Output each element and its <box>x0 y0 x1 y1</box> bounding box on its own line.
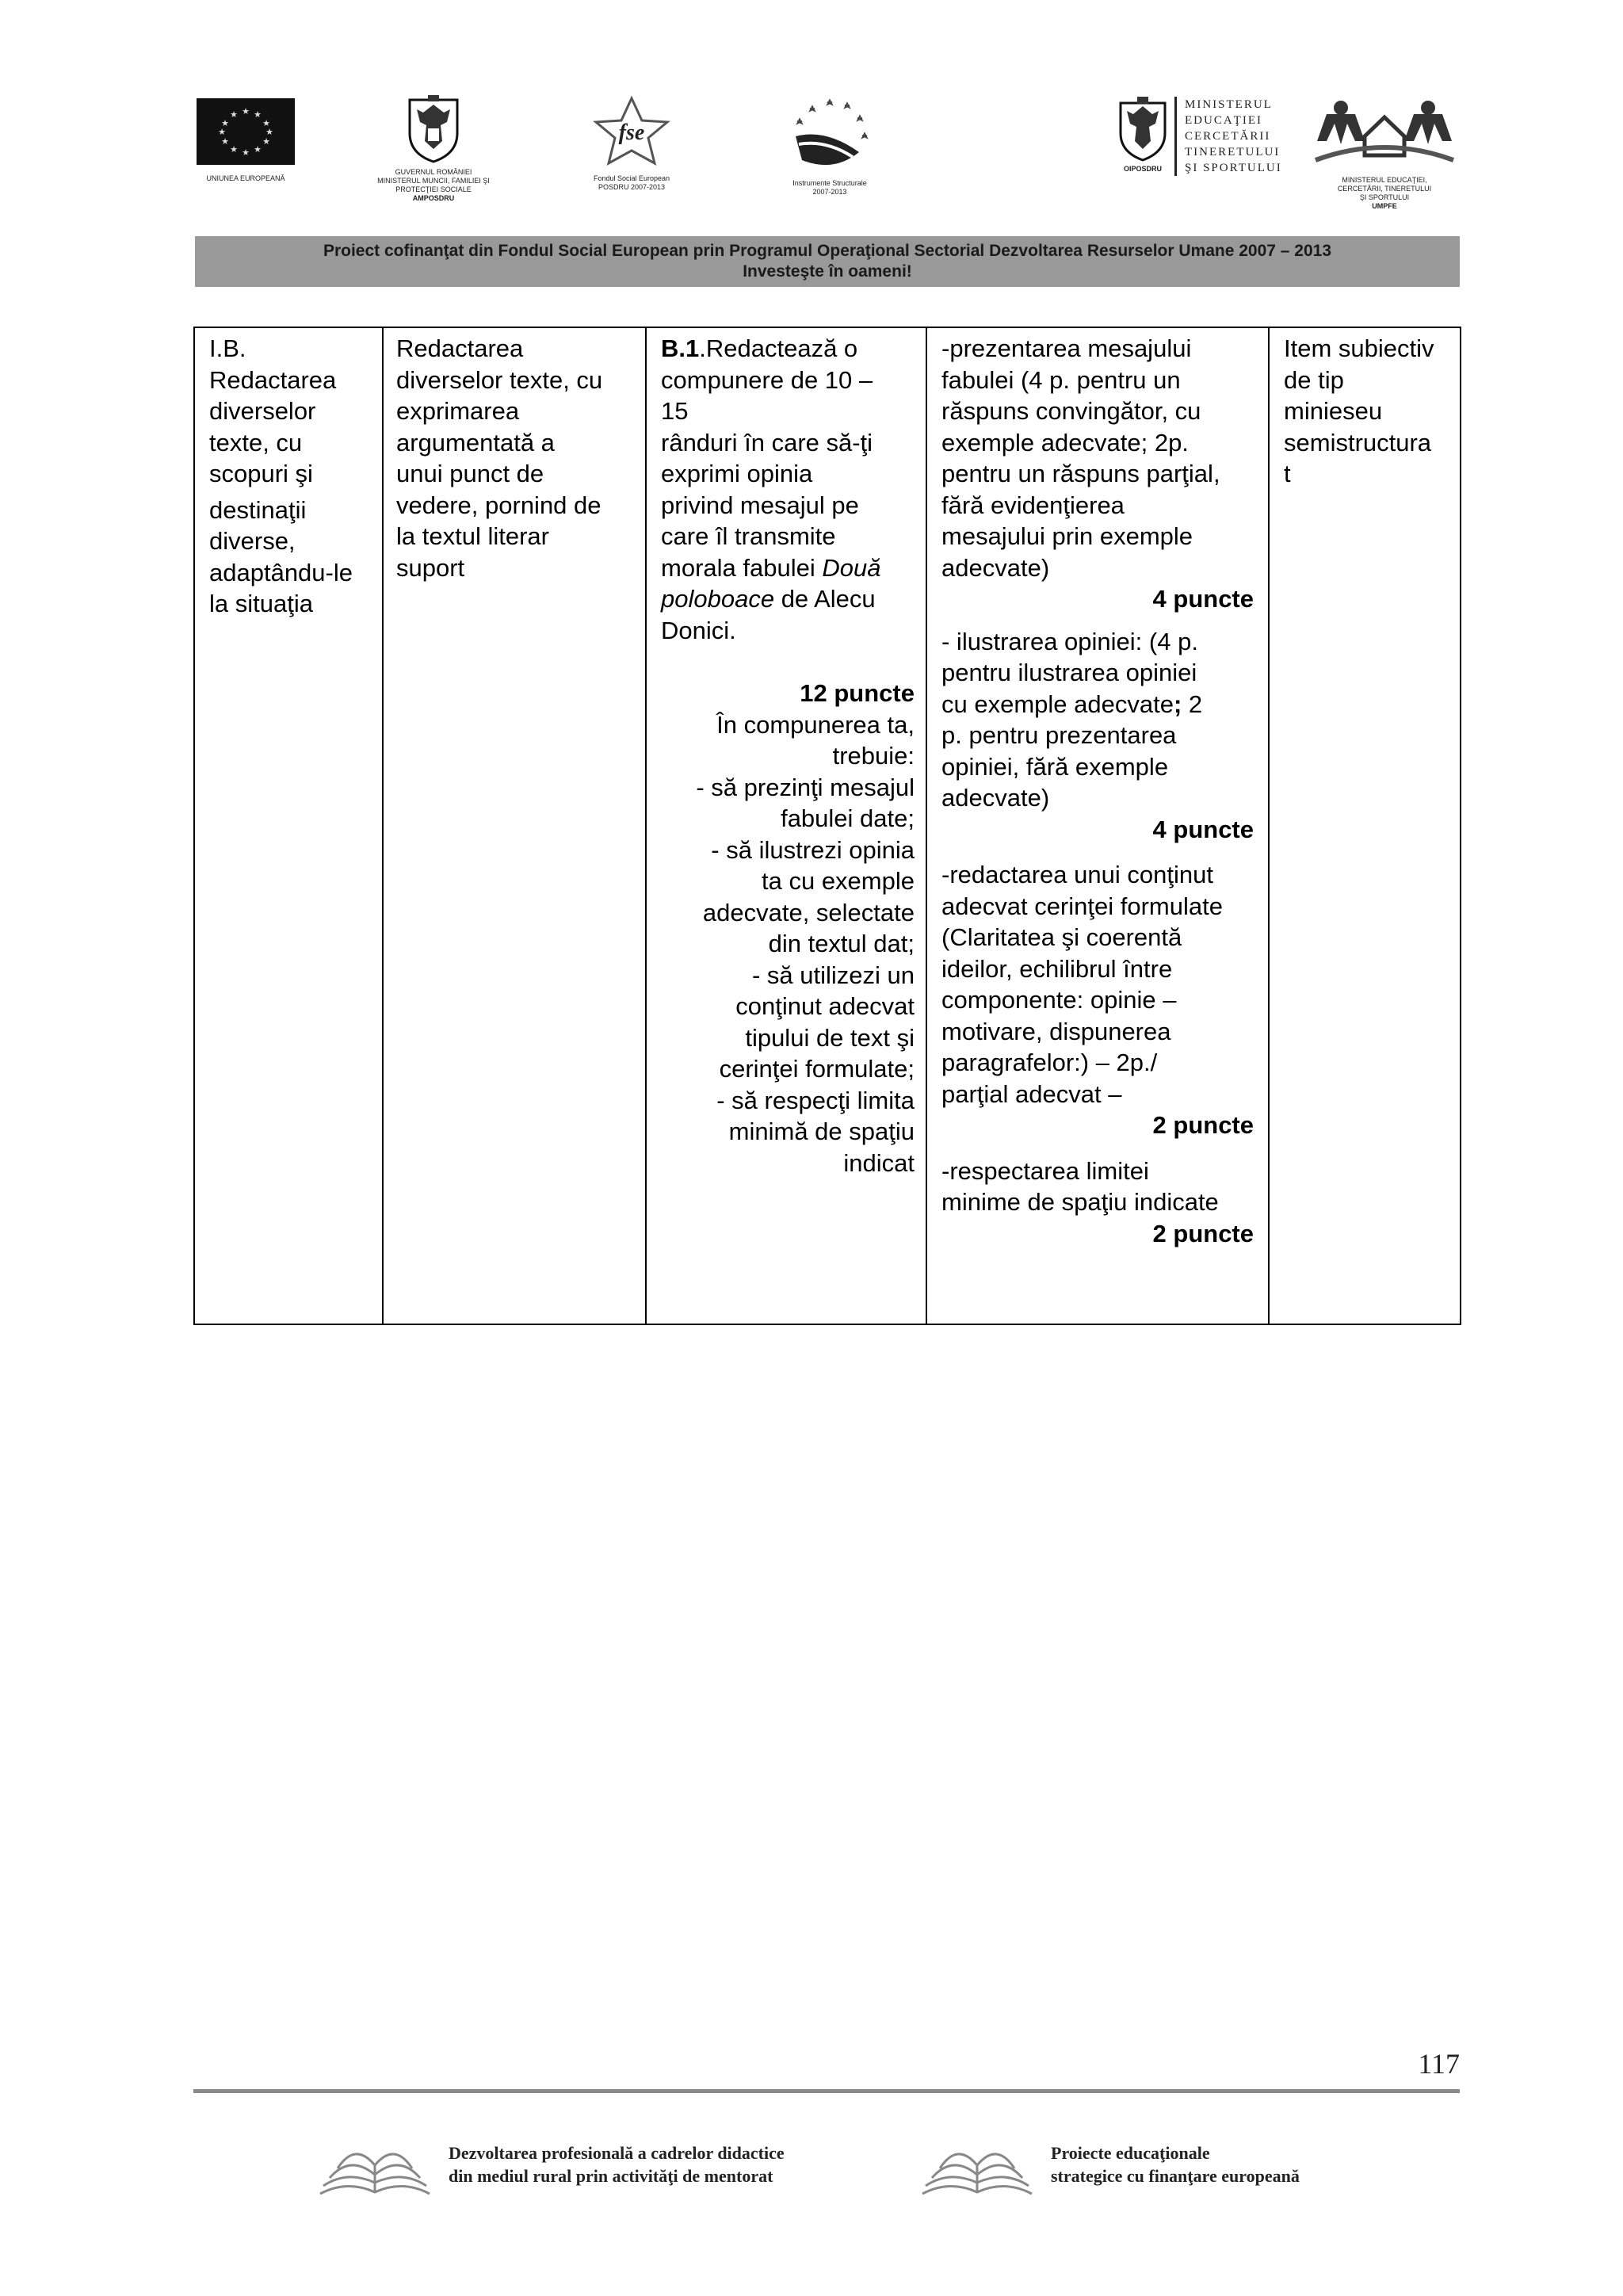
svg-text:★: ★ <box>265 127 273 137</box>
svg-text:★: ★ <box>230 144 238 155</box>
svg-text:★: ★ <box>242 147 250 158</box>
scoring-points-4: 2 puncte <box>1152 1219 1254 1247</box>
footer-right-line-2: strategice cu finanţare europeană <box>1051 2166 1300 2186</box>
government-caption: GUVERNUL ROMÂNIEI MINISTERUL MUNCII, FAMILIEI ŞI PROTECŢIEI SOCIALE <box>377 168 490 193</box>
task-requirements: În compunerea ta, trebuie: - să prezinţi mesajul fabulei date; - să ilustrezi opinia ta cu exemple adecvate, selectate din textul dat; - să utilizezi un conţinut adecvat tipului de text şi cerinţei formulate; - să respecţi limita minimă de spaţiu indicat <box>696 710 915 1177</box>
eu-logo <box>197 98 295 183</box>
eu-flag-icon <box>197 98 295 165</box>
banner-line-1: Proiect cofinanţat din Fondul Social European prin Programul Operaţional Sectorial Dezvoltarea Resurselor Umane 2007 – 2013 <box>323 242 1332 260</box>
scoring-cell <box>927 328 1270 1324</box>
open-book-icon <box>315 2130 434 2199</box>
task-cell: B.1.Redactează o compunere de 10 – 15 rânduri în care să-ţi exprimi opinia privind mesajul pe care îl transmite morala fabulei Două poloboace de Alecu Donici. 12 puncte În compunerea ta, trebuie: - să prezinţi mesajul fabulei date; - să ilustrezi opinia ta cu exemple adecvate, selectate din textul dat; - să utilizezi un conţinut adecvat tipului de text şi cerinţei formulate; - să respecţi limita minimă de spaţiu indicat <box>647 328 927 1324</box>
evaluation-table <box>193 327 1461 1325</box>
footer-left-line-1: Dezvoltarea profesională a cadrelor didactice <box>449 2143 785 2163</box>
eu-caption: UNIUNEA EUROPEANĂ <box>206 174 285 182</box>
structural-instruments-logo <box>770 97 889 197</box>
ministry-caption-bold: OIPOSDRU <box>1123 165 1162 173</box>
scoring-block-4: -respectarea limitei minime de spaţiu indicate 2 puncte <box>941 1156 1254 1250</box>
scoring-points-1: 4 puncte <box>1152 585 1254 613</box>
footer-left-line-2: din mediul rural prin activităţi de mentorat <box>449 2166 773 2186</box>
task-points: 12 puncte <box>800 679 915 707</box>
footer-left <box>315 2130 785 2199</box>
scoring-block-1: -prezentarea mesajului fabulei (4 p. pentru un răspuns convingător, cu exemple adecvate; 2p. pentru un răspuns parţial, fără evidenţierea mesajului prin exemple adecvate) 4 puncte <box>941 333 1254 615</box>
scoring-block-3: -redactarea unui conţinut adecvat cerinţei formulate (Claritatea şi coerentă ideilor, echilibrul între componente: opinie – motivare, dispunerea paragrafelor:) – 2p./ parţial adecvat – 2 puncte <box>941 859 1254 1141</box>
umpfe-people-house-logo-icon <box>1309 97 1460 170</box>
ministry-logo <box>1117 95 1284 174</box>
government-logo <box>366 94 501 203</box>
task-statement: B.1.Redactează o <box>661 334 858 362</box>
fse-caption: Fondul Social European POSDRU 2007-2013 <box>593 174 670 191</box>
competency-cell: I.B. Redactarea diverselor texte, cu scopuri şi destinaţii diverse, adaptându-le la situaţia <box>195 328 384 1324</box>
open-book-icon <box>918 2130 1037 2199</box>
svg-text:★: ★ <box>221 118 229 128</box>
footer-right <box>918 2130 1300 2199</box>
project-banner <box>195 236 1460 287</box>
footer-divider <box>193 2089 1460 2093</box>
svg-text:★: ★ <box>254 109 262 120</box>
fse-mark: fse <box>618 120 645 145</box>
svg-text:★: ★ <box>221 136 229 147</box>
structural-caption: Instrumente Structurale 2007-2013 <box>792 179 867 196</box>
umpfe-caption: MINISTERUL EDUCAŢIEI, CERCETĂRII, TINERETULUI ŞI SPORTULUI <box>1337 176 1432 201</box>
scoring-points-3: 2 puncte <box>1152 1111 1254 1139</box>
structural-instruments-logo-icon <box>786 97 873 176</box>
svg-text:★: ★ <box>262 136 270 147</box>
romanian-coat-of-arms-icon <box>406 94 461 163</box>
fse-logo <box>580 95 683 192</box>
umpfe-logo <box>1309 97 1460 211</box>
page-number: 117 <box>1418 2048 1460 2080</box>
svg-text:★: ★ <box>230 109 238 120</box>
scoring-block-2: - ilustrarea opiniei: (4 p. pentru ilustrarea opiniei cu exemple adecvate; 2 p. pentru prezentarea opiniei, fără exemple adecvate) 4 puncte <box>941 626 1254 846</box>
government-caption-bold: AMPOSDRU <box>412 194 455 202</box>
svg-text:★: ★ <box>262 118 270 128</box>
svg-text:★: ★ <box>254 144 262 155</box>
umpfe-caption-bold: UMPFE <box>1372 202 1397 210</box>
footer-right-line-1: Proiecte educaţionale <box>1051 2143 1210 2163</box>
item-type-cell: Item subiectiv de tip minieseu semistructura t <box>1284 334 1434 487</box>
objective-cell: Redactarea diverselor texte, cu exprimarea argumentată a unui punct de vedere, pornind de la textul literar suport <box>384 328 647 1324</box>
banner-line-2: Investeşte în oameni! <box>743 262 912 281</box>
svg-text:★: ★ <box>242 106 250 117</box>
svg-text:★: ★ <box>218 127 226 137</box>
ministry-coat-of-arms-icon <box>1117 95 1168 162</box>
ministry-name: MINISTERUL EDUCAŢIEI CERCETĂRII TINERETULUI ŞI SPORTULUI <box>1174 97 1282 176</box>
scoring-points-2: 4 puncte <box>1152 815 1254 843</box>
